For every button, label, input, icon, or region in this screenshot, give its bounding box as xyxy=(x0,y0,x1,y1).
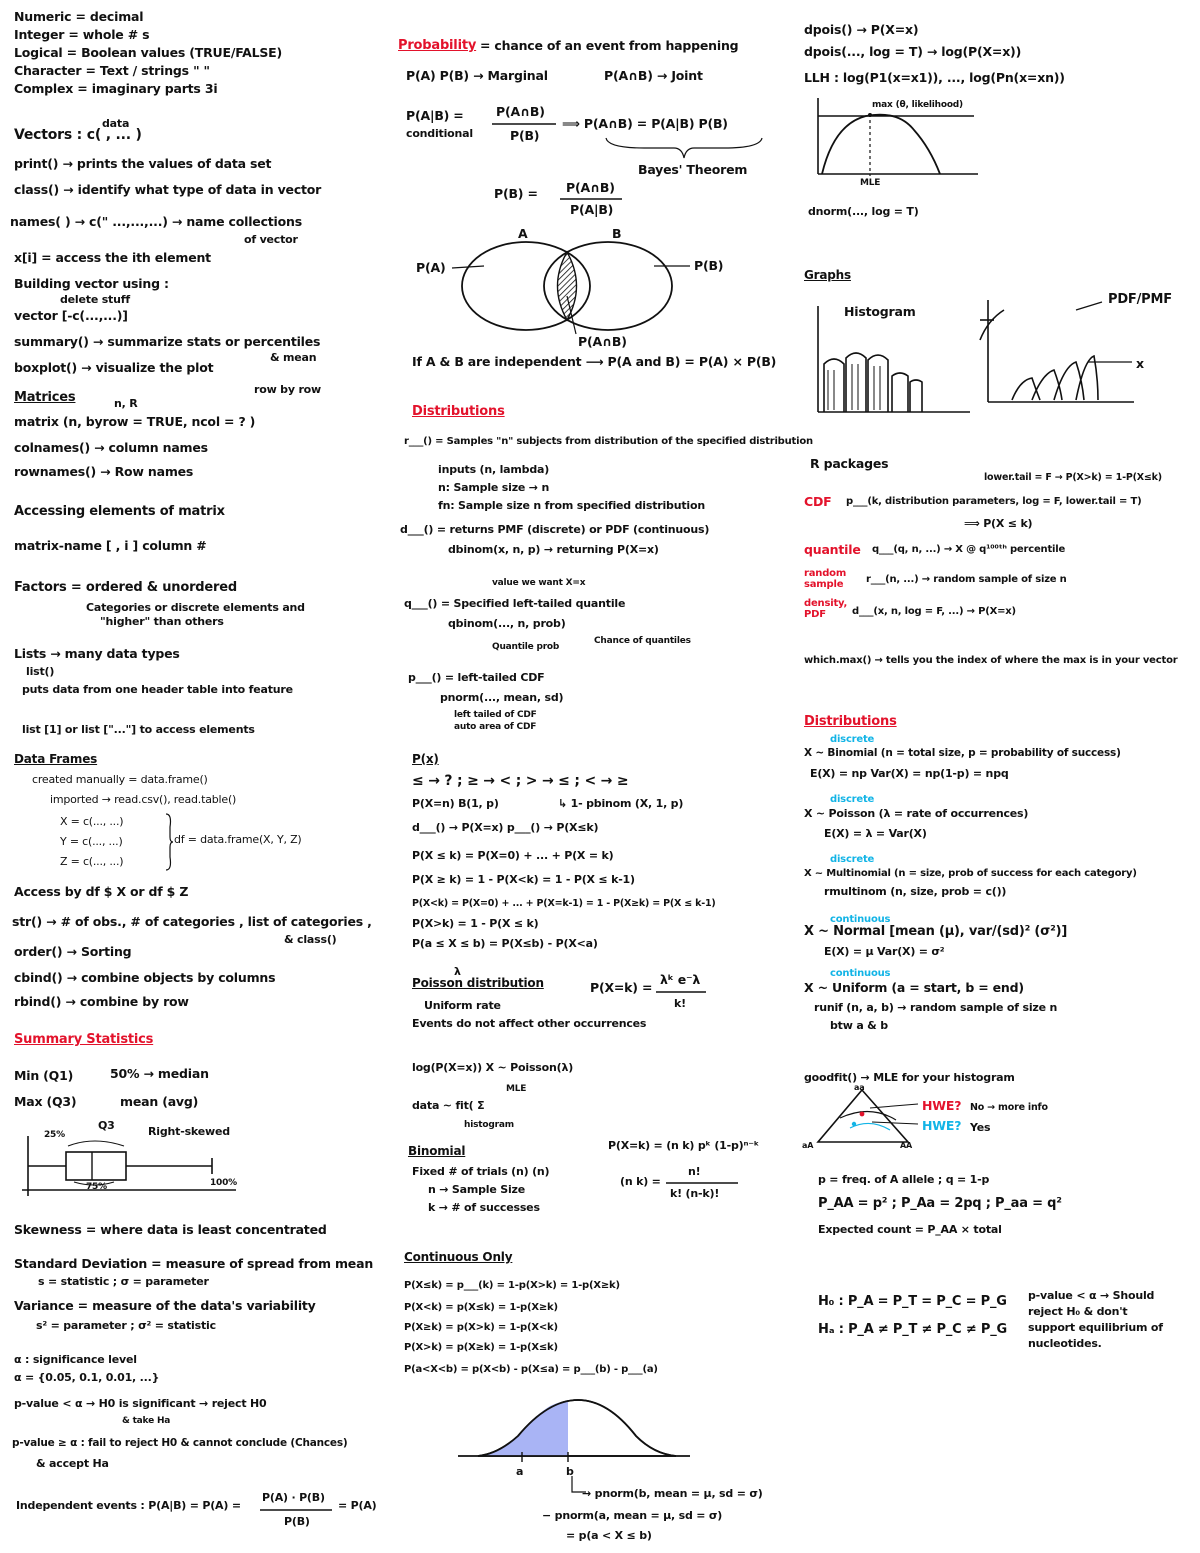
rbind-fn: rbind() → combine by row xyxy=(14,994,189,1009)
factors-note-2: "higher" than others xyxy=(100,615,224,628)
binomial-note-3: k → # of successes xyxy=(428,1201,540,1214)
density-def: d___(x, n, log = F, ...) → P(X=x) xyxy=(852,606,1016,617)
access-by: Access by df $ X or df $ Z xyxy=(14,884,189,899)
variance-note: s² = parameter ; σ² = statistic xyxy=(36,1319,216,1332)
cbind-fn: cbind() → combine objects by columns xyxy=(14,970,276,985)
hwe-question-yes: HWE? xyxy=(922,1118,962,1133)
cdf-result: ⟹ P(X ≤ k) xyxy=(964,517,1033,530)
poisson-note-2: Events do not affect other occurrences xyxy=(412,1017,647,1030)
type-character: Character = Text / strings " " xyxy=(14,63,210,78)
type-complex: Complex = imaginary parts 3i xyxy=(14,81,218,96)
box-label-100: 100% xyxy=(210,1178,238,1188)
box-body xyxy=(66,1152,126,1180)
lists-def: Lists → many data types xyxy=(14,646,180,661)
df-imported: imported → read.csv(), read.table() xyxy=(50,793,237,806)
df-x: X = c(..., ...) xyxy=(60,815,124,828)
pvalue-fail: p-value ≥ α : fail to reject H0 & cannot conclude (Chances) xyxy=(12,1437,348,1449)
factors-def: Factors = ordered & unordered xyxy=(14,580,237,595)
uniform-dist: X ~ Uniform (a = start, b = end) xyxy=(804,980,1024,995)
list-note: puts data from one header table into feature xyxy=(22,683,293,696)
allele-freqs: p = freq. of A allele ; q = 1-p xyxy=(818,1173,990,1186)
pdf-curves xyxy=(1012,356,1098,400)
sd-def: Standard Deviation = measure of spread from mean xyxy=(14,1256,374,1271)
r-fn2: fn: Sample size n from specified distribution xyxy=(438,499,705,512)
tri-top-label: aa xyxy=(854,1083,865,1092)
binom-coef-bar xyxy=(666,1181,740,1185)
q-fn: q___() = Specified left-tailed quantile xyxy=(404,597,626,610)
pb-num: P(A∩B) xyxy=(566,180,615,195)
type-integer: Integer = whole # s xyxy=(14,27,150,42)
cdf-def: p___(k, distribution parameters, log = F, lower.tail = T) xyxy=(846,496,1142,507)
print-fn: print() → prints the values of data set xyxy=(14,156,272,171)
list-access: list [1] or list ["..."] to access elements xyxy=(22,723,255,736)
continuous-tag-1: continuous xyxy=(830,914,891,925)
type-logical: Logical = Boolean values (TRUE/FALSE) xyxy=(14,45,282,60)
density-label: density, PDF xyxy=(804,598,848,620)
expected-count: Expected count = P_AA × total xyxy=(818,1223,1002,1236)
vectors-note: data xyxy=(102,117,130,130)
venn-intersection xyxy=(558,252,577,320)
tri-right-label: AA xyxy=(900,1141,912,1150)
pnorm-line-2: − pnorm(a, mean = μ, sd = σ) xyxy=(542,1509,723,1522)
curve-label-b: b xyxy=(566,1465,574,1478)
summary-fn: summary() → summarize stats or percentiles xyxy=(14,334,321,349)
byrow-note: row by row xyxy=(254,383,321,396)
box-right-skewed: Right-skewed xyxy=(148,1125,230,1138)
bayes-theorem: Bayes' Theorem xyxy=(638,162,748,177)
names-note: of vector xyxy=(244,233,298,246)
mle-label: MLE xyxy=(860,178,881,188)
matrix-fn: matrix (n, byrow = TRUE, ncol = ? ) xyxy=(14,414,256,429)
cont-rule-2: P(X<k) = p(X≤k) = 1-p(X≥k) xyxy=(404,1302,558,1313)
pvalue-note-4: nucleotides. xyxy=(1028,1337,1102,1350)
stat-min: Min (Q1) xyxy=(14,1068,74,1083)
poisson-note-1: Uniform rate xyxy=(424,999,501,1012)
type-numeric: Numeric = decimal xyxy=(14,9,144,24)
cdf-rule-5: P(a ≤ X ≤ b) = P(X≤b) - P(X<a) xyxy=(412,937,598,950)
peak-label: max (θ, likelihood) xyxy=(872,100,963,110)
quantile-def: q___(q, n, ...) → X @ q¹⁰⁰ᵗʰ percentile xyxy=(872,544,1066,555)
cont-rule-1: P(X≤k) = p___(k) = 1-p(X>k) = 1-p(X≥k) xyxy=(404,1280,620,1291)
genotype-freqs: P_AA = p² ; P_Aa = 2pq ; P_aa = q² xyxy=(818,1196,1062,1211)
venn-pb: P(B) xyxy=(694,258,724,273)
discrete-tag-2: discrete xyxy=(830,794,875,805)
alpha-def: α : significance level xyxy=(14,1353,137,1366)
names-fn: names( ) → c(" ...,...,...) → name collections xyxy=(10,214,302,229)
distributions-heading: Distributions xyxy=(412,404,505,419)
pnorm-line-3: = p(a < X ≤ b) xyxy=(566,1529,652,1542)
accessing-heading: Accessing elements of matrix xyxy=(14,504,225,519)
graph-x-label: x xyxy=(1136,356,1144,371)
multinomial-fn: rmultinom (n, size, prob = c()) xyxy=(824,885,1007,898)
df-y: Y = c(..., ...) xyxy=(60,835,123,848)
order-fn: order() → Sorting xyxy=(14,944,132,959)
df-call: df = data.frame(X, Y, Z) xyxy=(174,833,302,846)
cdf-label: CDF xyxy=(804,494,832,509)
random-label: random sample xyxy=(804,568,847,590)
df-z: Z = c(..., ...) xyxy=(60,855,124,868)
cont-rule-5: P(a<X<b) = p(X<b) - p(X≤a) = p___(b) - p___(a) xyxy=(404,1364,658,1375)
p-joint: P(A∩B) → Joint xyxy=(604,68,703,83)
conditional-num: P(A∩B) xyxy=(496,104,545,119)
poisson-heading: Poisson distribution xyxy=(412,976,544,990)
pdf-pmf-sketch xyxy=(976,290,1166,420)
histogram-label: Histogram xyxy=(844,304,916,319)
likelihood-arc xyxy=(822,115,940,174)
delete-note: delete stuff xyxy=(60,293,130,306)
str-note: & class() xyxy=(284,933,337,946)
r-inputs: inputs (n, lambda) xyxy=(438,463,550,476)
hwe-yes-note: Yes xyxy=(970,1121,991,1134)
matrices-note: n, R xyxy=(114,397,138,410)
p-marginal: P(A) P(B) → Marginal xyxy=(406,68,548,83)
cdf-rule-1: P(X ≤ k) = P(X=0) + ... + P(X = k) xyxy=(412,849,614,862)
dpois-log: dpois(..., log = T) → log(P(X=x)) xyxy=(804,44,1022,59)
pvalue-fail-note: & accept Ha xyxy=(36,1457,109,1470)
pvalue-note-3: support equilibrium of xyxy=(1028,1321,1163,1334)
pvalue-reject-note: & take Ha xyxy=(122,1416,171,1426)
cont-rule-4: P(X>k) = p(X≥k) = 1-p(X≤k) xyxy=(404,1342,558,1353)
skewness-def: Skewness = where data is least concentrated xyxy=(14,1222,327,1237)
poisson-formula: P(X=k) = xyxy=(590,980,653,995)
box-label-75: 75% xyxy=(86,1182,107,1192)
llh-def: LLH : log(P1(x=x1)), ..., log(Pn(x=xn)) xyxy=(804,70,1065,85)
probability-def: = chance of an event from happening xyxy=(480,38,739,53)
binomial-formula: P(X=k) = (n k) pᵏ (1-p)ⁿ⁻ᵏ xyxy=(608,1139,760,1152)
matrix-access: matrix-name [ , i ] column # xyxy=(14,538,207,553)
r-fn: r___() = Samples "n" subjects from distribution of the specified distribution xyxy=(404,436,813,447)
dataframes-heading: Data Frames xyxy=(14,752,98,766)
continuous-tag-2: continuous xyxy=(830,968,891,979)
conditional-label: conditional xyxy=(406,127,473,140)
pvalue-note-2: reject H₀ & don't xyxy=(1028,1305,1128,1318)
quantile-label: quantile xyxy=(804,542,861,557)
q-note-3: Chance of quantiles xyxy=(594,636,691,646)
p-note-2: left tailed of CDF xyxy=(454,710,537,720)
conditional-bar xyxy=(492,122,558,126)
indep-result: = P(A) xyxy=(338,1499,377,1512)
multinomial-dist: X ~ Multinomial (n = size, prob of success for each category) xyxy=(804,868,1137,879)
binomial-dist: X ~ Binomial (n = total size, p = probability of success) xyxy=(804,747,1121,759)
whichmax-def: which.max() → tells you the index of where the max is in your vector xyxy=(804,655,1178,666)
str-fn: str() → # of obs., # of categories , list of categories , xyxy=(12,914,372,929)
df-manual: created manually = data.frame() xyxy=(32,773,208,786)
alt-hypothesis: Hₐ : P_A ≠ P_T ≠ P_C ≠ P_G xyxy=(818,1322,1007,1337)
summary-note: & mean xyxy=(270,351,317,364)
null-hypothesis: H₀ : P_A = P_T = P_C = P_G xyxy=(818,1294,1007,1309)
box-label-25: 25% xyxy=(44,1130,65,1140)
q-note: qbinom(..., n, prob) xyxy=(448,617,566,630)
p-note-3: auto area of CDF xyxy=(454,722,537,732)
data-line: data ~ fit( Σ xyxy=(412,1099,485,1112)
stat-max: Max (Q3) xyxy=(14,1094,77,1109)
uniform-note: btw a & b xyxy=(830,1019,888,1032)
p-fn: p___() = left-tailed CDF xyxy=(408,671,545,684)
poisson-dist: X ~ Poisson (λ = rate of occurrences) xyxy=(804,807,1029,820)
q-note-2: Quantile prob xyxy=(492,642,560,652)
normal-moments: E(X) = μ Var(X) = σ² xyxy=(824,945,945,958)
sd-note: s = statistic ; σ = parameter xyxy=(38,1275,209,1288)
discrete-tag-3: discrete xyxy=(830,854,875,865)
stat-median: 50% → median xyxy=(110,1066,209,1081)
binom-coef-den: k! (n-k)! xyxy=(670,1187,720,1200)
pcdf-heading: P(x) xyxy=(412,752,439,766)
inequality-flips: ≤ → ? ; ≥ → < ; > → ≤ ; < → ≥ xyxy=(412,773,629,789)
binom-coef-lhs: (n k) = xyxy=(620,1175,661,1188)
hwe-no-note: No → more info xyxy=(970,1102,1048,1113)
pgeom-line: P(X=n) B(1, p) xyxy=(412,797,499,810)
goodfit-fn: goodfit() → MLE for your histogram xyxy=(804,1071,1015,1084)
colnames-fn: colnames() → column names xyxy=(14,440,208,455)
data-line-note: MLE xyxy=(506,1084,527,1094)
cdf-rule-4: P(X>k) = 1 - P(X ≤ k) xyxy=(412,917,539,930)
pb-lhs: P(B) = xyxy=(494,186,538,201)
building-vector: Building vector using : xyxy=(14,276,169,291)
stat-mean: mean (avg) xyxy=(120,1094,199,1109)
tri-left-label: aA xyxy=(802,1141,814,1150)
vector-negative: vector [-c(...,...)] xyxy=(14,308,128,323)
p-note: pnorm(..., mean, sd) xyxy=(440,691,564,704)
list-fn: list() xyxy=(26,665,55,678)
factors-note-1: Categories or discrete elements and xyxy=(86,601,305,614)
distributions-heading-2: Distributions xyxy=(804,714,897,729)
binomial-heading: Binomial xyxy=(408,1144,466,1158)
df-brace xyxy=(164,812,174,872)
conditional-lhs: P(A|B) = xyxy=(406,108,464,123)
poisson-bar xyxy=(656,990,710,994)
probability-heading: Probability xyxy=(398,38,477,53)
variance-def: Variance = measure of the data's variability xyxy=(14,1298,316,1313)
poisson-lambda-note: λ xyxy=(454,965,461,978)
cdf-right-note: lower.tail = F → P(X>k) = 1-P(X≤k) xyxy=(984,472,1162,483)
pb-bar xyxy=(560,197,624,201)
random-def: r___(n, ...) → random sample of size n xyxy=(866,574,1067,585)
indep-fraction-num: P(A) · P(B) xyxy=(262,1491,325,1504)
cont-rule-3: P(X≥k) = p(X>k) = 1-p(X<k) xyxy=(404,1322,558,1333)
poisson-num: λᵏ e⁻λ xyxy=(660,972,701,987)
indep-fraction-den: P(B) xyxy=(284,1515,310,1528)
r-n: n: Sample size → n xyxy=(438,481,550,494)
conditional-den: P(B) xyxy=(510,128,540,143)
dnorm-log: dnorm(..., log = T) xyxy=(808,205,919,218)
normal-curve-sketch xyxy=(458,1396,698,1470)
data-line-note-2: histogram xyxy=(464,1120,514,1130)
binomial-note-1: Fixed # of trials (n) (n) xyxy=(412,1165,550,1178)
normal-dist: X ~ Normal [mean (μ), var/(sd)² (σ²)] xyxy=(804,924,1068,939)
cdf-rule-3: P(X<k) = P(X=0) + ... + P(X=k-1) = 1 - P(X≥k) = P(X ≤ k-1) xyxy=(412,898,716,909)
dpois-fn: dpois() → P(X=x) xyxy=(804,22,919,37)
d-fn: d___() = returns PMF (discrete) or PDF (continuous) xyxy=(400,523,710,536)
pgeom-note: ↳ 1- pbinom (X, 1, p) xyxy=(558,797,684,810)
d-p-equivalents: d___() → P(X=x) p___() → P(X≤k) xyxy=(412,821,599,834)
bayes-brace xyxy=(604,136,764,160)
index-access: x[i] = access the ith element xyxy=(14,250,211,265)
cdf-rule-2: P(X ≥ k) = 1 - P(X<k) = 1 - P(X ≤ k-1) xyxy=(412,873,635,886)
graphs-heading: Graphs xyxy=(804,268,851,282)
box-upper-brace xyxy=(68,1141,124,1146)
rownames-fn: rownames() → Row names xyxy=(14,464,194,479)
binomial-note-2: n → Sample Size xyxy=(428,1183,526,1196)
boxplot-fn: boxplot() → visualize the plot xyxy=(14,360,214,375)
log-line: log(P(X=x)) X ~ Poisson(λ) xyxy=(412,1061,574,1074)
summary-stats-heading: Summary Statistics xyxy=(14,1032,154,1047)
poisson-den: k! xyxy=(674,997,686,1010)
pb-den: P(A|B) xyxy=(570,202,614,217)
r-packages-heading: R packages xyxy=(810,456,889,471)
curve-label-a: a xyxy=(516,1465,524,1478)
histogram-bars xyxy=(824,353,922,412)
pdf-pmf-label: PDF/PMF xyxy=(1108,292,1172,307)
venn-label-a: A xyxy=(518,226,528,241)
discrete-tag-1: discrete xyxy=(830,734,875,745)
conditional-rhs: ⟹ P(A∩B) = P(A|B) P(B) xyxy=(562,116,728,131)
indep-fraction-bar xyxy=(260,1508,334,1512)
venn-diagram xyxy=(398,236,738,346)
binom-coef-num: n! xyxy=(688,1165,701,1178)
venn-pab: P(A∩B) xyxy=(578,334,627,349)
uniform-fn: runif (n, a, b) → random sample of size n xyxy=(814,1001,1058,1014)
pvalue-reject: p-value < α → H0 is significant → reject H0 xyxy=(14,1397,267,1410)
venn-pa: P(A) xyxy=(416,260,446,275)
d-note: dbinom(x, n, p) → returning P(X=x) xyxy=(448,543,659,556)
vectors-label: Vectors : c( , ... ) xyxy=(14,127,142,143)
binomial-moments: E(X) = np Var(X) = np(1-p) = npq xyxy=(810,767,1009,780)
independent-events: Independent events : P(A|B) = P(A) = xyxy=(16,1499,241,1512)
pvalue-note-1: p-value < α → Should xyxy=(1028,1289,1155,1302)
d-note-2: value we want X=x xyxy=(492,578,586,588)
hwe-question-no: HWE? xyxy=(922,1098,962,1113)
venn-label-b: B xyxy=(612,226,622,241)
class-fn: class() → identify what type of data in vector xyxy=(14,182,322,197)
matrices-heading: Matrices xyxy=(14,390,76,405)
continuous-heading: Continuous Only xyxy=(404,1250,513,1264)
pnorm-line-1: → pnorm(b, mean = μ, sd = σ) xyxy=(582,1487,763,1500)
alpha-values: α = {0.05, 0.1, 0.01, ...} xyxy=(14,1371,160,1384)
box-label-q3: Q3 xyxy=(98,1119,115,1132)
independence-rule: If A & B are independent ⟶ P(A and B) = P(A) × P(B) xyxy=(412,354,777,369)
poisson-moments: E(X) = λ = Var(X) xyxy=(824,827,927,840)
